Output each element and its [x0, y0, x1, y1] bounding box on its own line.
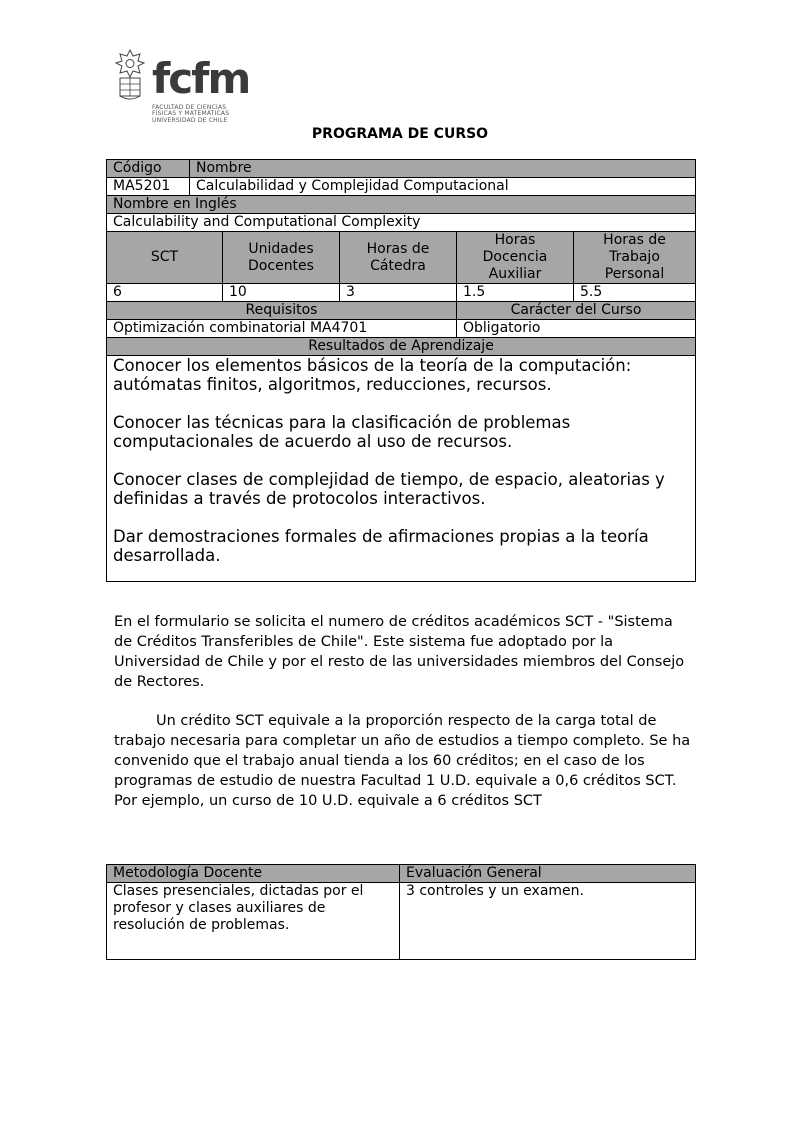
learning-outcomes	[107, 356, 696, 582]
faculty-logo	[114, 48, 250, 128]
methodology-header: Metodología Docente	[107, 865, 400, 883]
methodology-text: Clases presenciales, dictadas por el profesor y clases auxiliares de resolución de problemas.	[107, 883, 400, 960]
teaching-units-value: 10	[223, 284, 340, 302]
english-name: Calculability and Computational Complexity	[107, 214, 696, 232]
english-name-header: Nombre en Inglés	[107, 196, 696, 214]
course-character-value: Obligatorio	[457, 320, 696, 338]
learning-outcome: Conocer clases de complejidad de tiempo, de espacio, aleatorias y definidas a través de protocolos interactivos.	[113, 470, 665, 508]
personal-work-hours-value: 5.5	[574, 284, 696, 302]
learning-outcome: Dar demostraciones formales de afirmaciones propias a la teoría desarrollada.	[113, 527, 649, 565]
sct-explanation-paragraph	[114, 612, 694, 692]
lecture-hours-header: Horas de Cátedra	[340, 232, 457, 284]
page-title: PROGRAMA DE CURSO	[311, 126, 489, 142]
logo-subtitle	[152, 105, 252, 124]
paragraph-text: Un crédito SCT equivale a la proporción respecto de la carga total de trabajo necesaria para completar un año de estudios a tiempo completo. Se ha convenido que el trabajo anual tienda a los 60 créditos; en el caso de los programas de estudio de nuestra Facultad 1 U.D. equivale a 0,6 créditos SCT. Por ejemplo, un curso de 10 U.D. equivale a 6 créditos SCT	[114, 713, 691, 809]
learning-outcome: Conocer los elementos básicos de la teoría de la computación: autómatas finitos, algoritmos, reducciones, recursos.	[113, 356, 632, 394]
teaching-units-header: Unidades Docentes	[223, 232, 340, 284]
sct-equivalence-paragraph	[114, 711, 694, 811]
auxiliary-hours-header: Horas Docencia Auxiliar	[457, 232, 574, 284]
course-code: MA5201	[107, 178, 190, 196]
learning-outcomes-header: Resultados de Aprendizaje	[107, 338, 696, 356]
logo-subtitle-line: FACULTAD DE CIENCIAS	[152, 104, 227, 111]
logo-subtitle-line: FÍSICAS Y MATEMÁTICAS	[152, 110, 230, 118]
learning-outcome: Conocer las técnicas para la clasificación de problemas computacionales de acuerdo al uso de recursos.	[113, 413, 571, 451]
sct-header: SCT	[107, 232, 223, 284]
course-character-header: Carácter del Curso	[457, 302, 696, 320]
auxiliary-hours-value: 1.5	[457, 284, 574, 302]
course-name: Calculabilidad y Complejidad Computacional	[190, 178, 696, 196]
code-header: Código	[107, 160, 190, 178]
lecture-hours-value: 3	[340, 284, 457, 302]
methodology-table	[106, 864, 696, 960]
paragraph-text: En el formulario se solicita el numero de créditos académicos SCT - "Sistema de Créditos Transferibles de Chile". Este sistema fue adoptado por la Universidad de Chile y por el resto de las universidades miembros del Consejo de Rectores.	[114, 614, 685, 690]
personal-work-hours-header: Horas de Trabajo Personal	[574, 232, 696, 284]
logo-lettermark: fcfm	[152, 54, 250, 103]
course-info-table	[106, 159, 696, 582]
logo-subtitle-line: UNIVERSIDAD DE CHILE	[152, 116, 228, 124]
evaluation-header: Evaluación General	[400, 865, 696, 883]
sct-value: 6	[107, 284, 223, 302]
evaluation-text: 3 controles y un examen.	[400, 883, 696, 960]
name-header: Nombre	[190, 160, 696, 178]
requisites-value: Optimización combinatorial MA4701	[107, 320, 457, 338]
requisites-header: Requisitos	[107, 302, 457, 320]
university-seal-icon	[114, 48, 146, 102]
